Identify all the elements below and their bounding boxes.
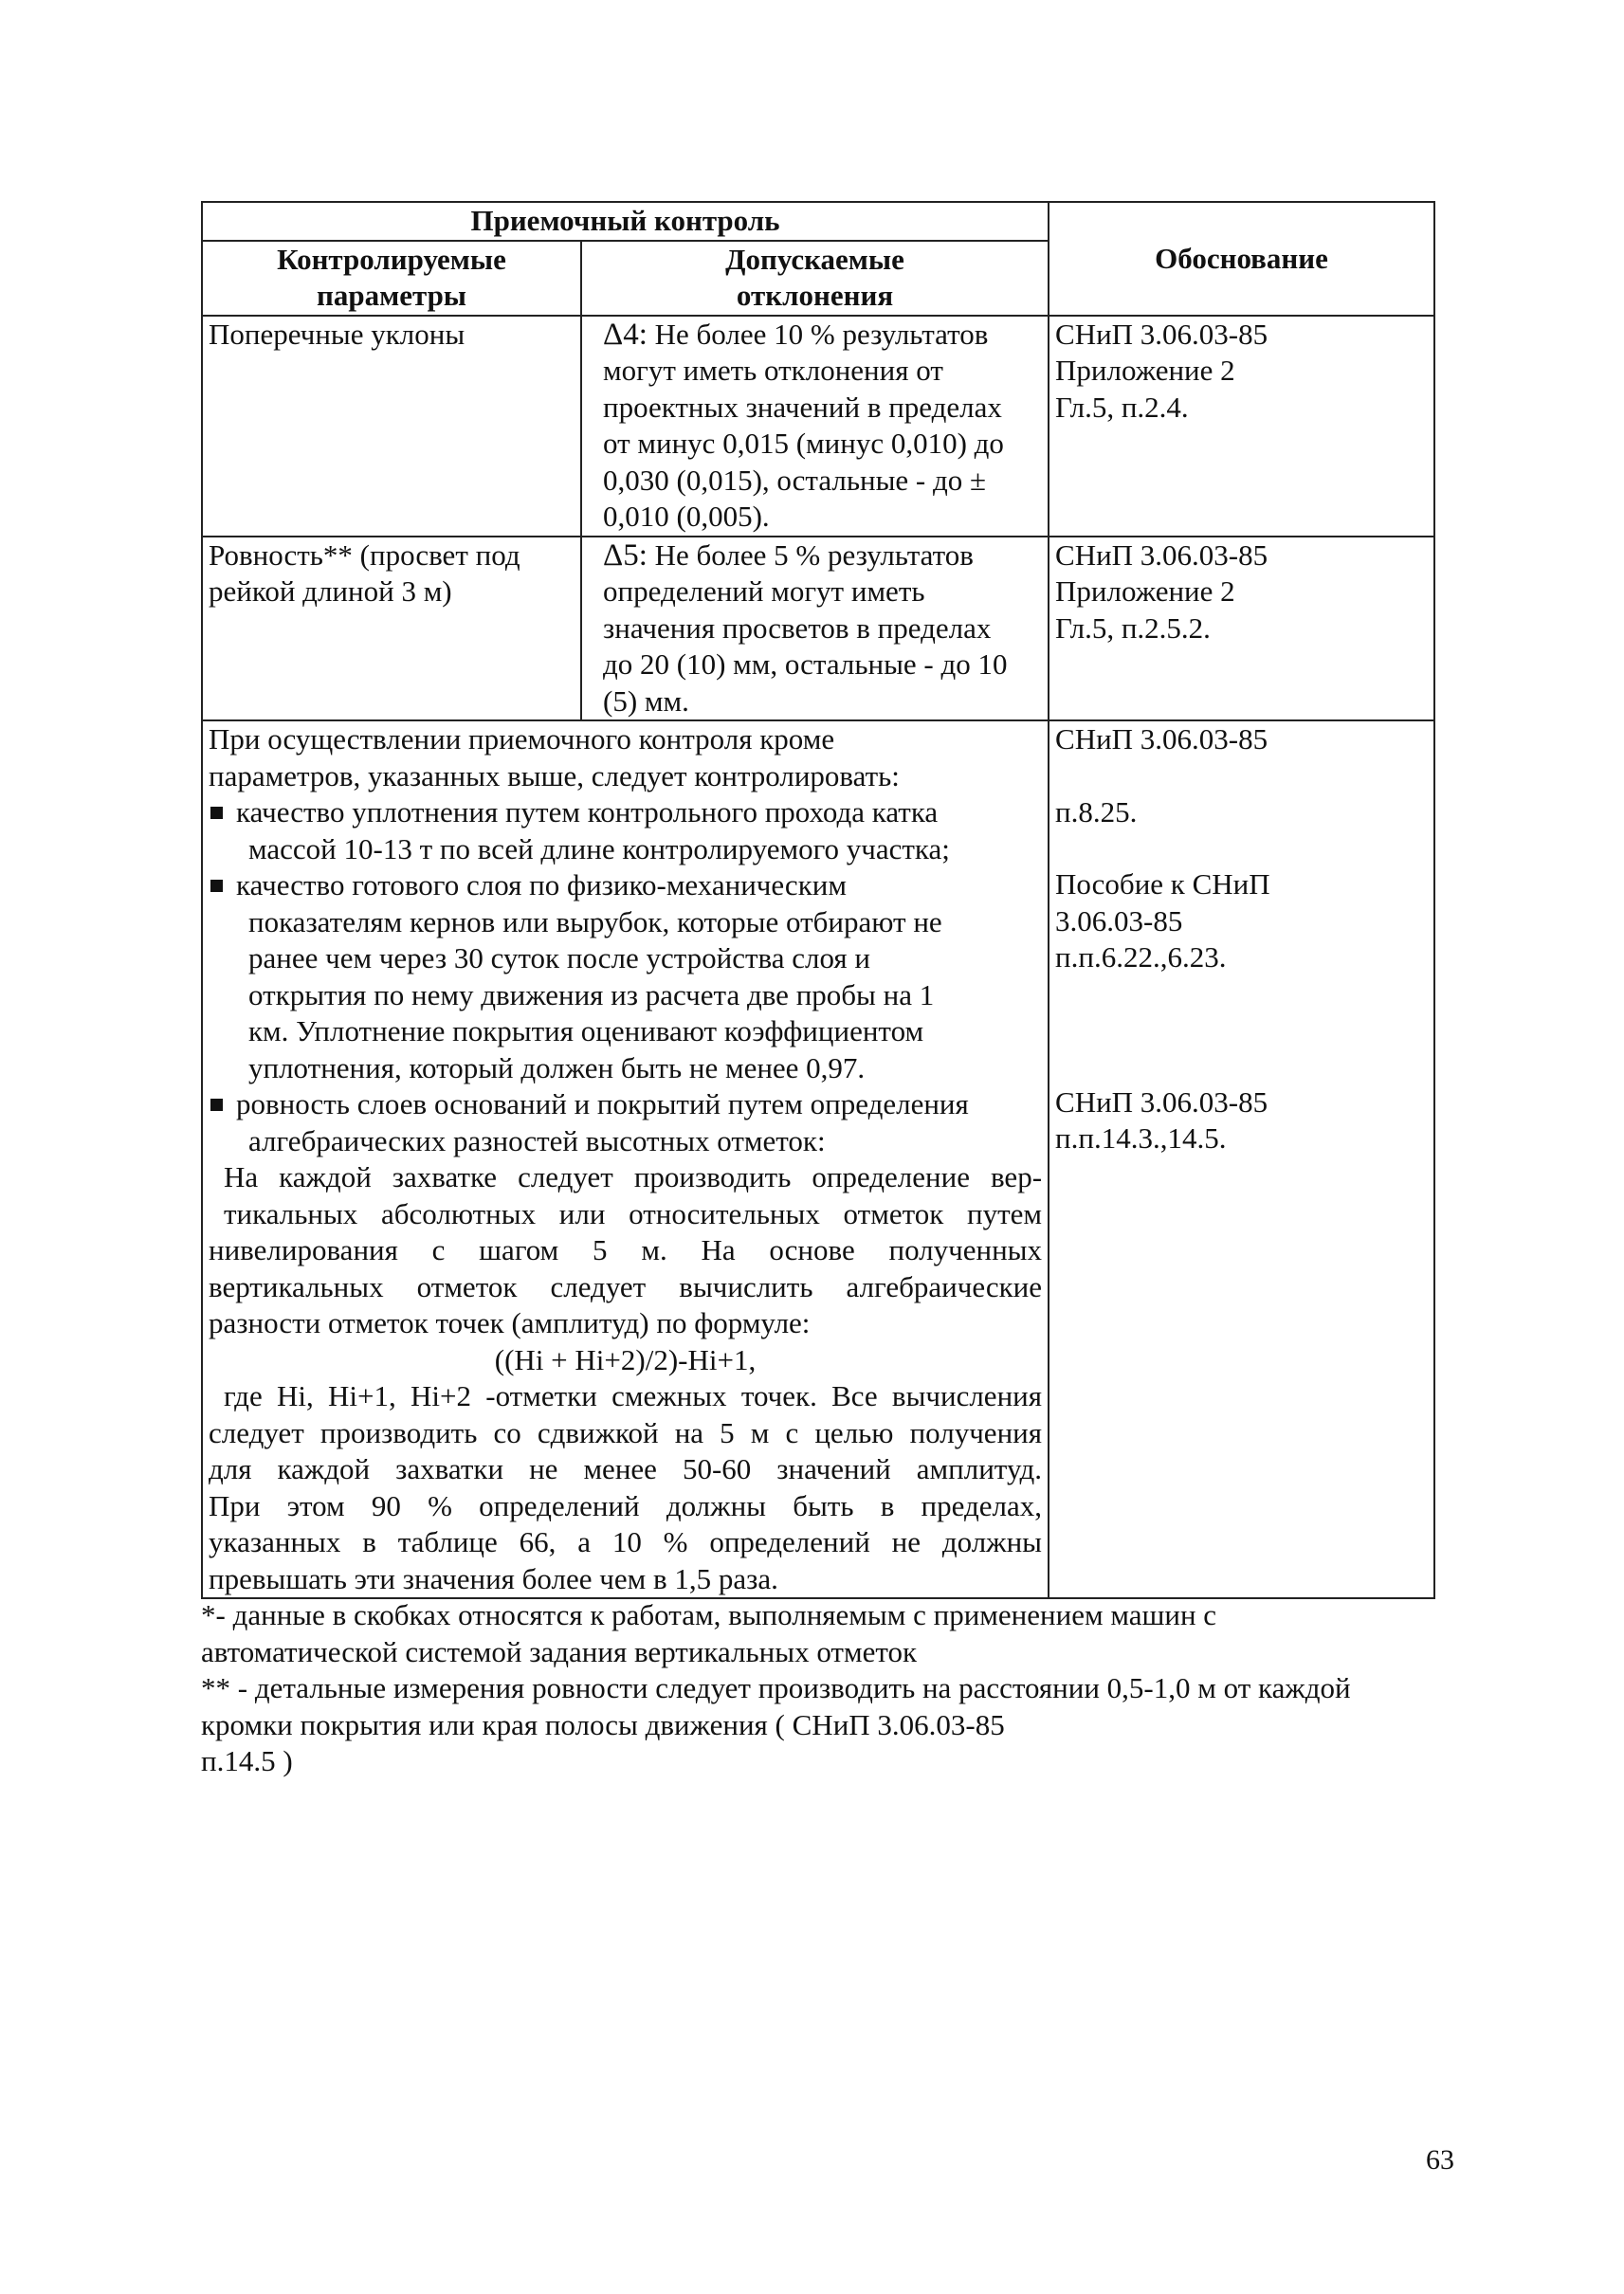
text-span: Не более 10 % результатов	[654, 317, 989, 351]
text-line: км. Уплотнение покрытия оценивают коэффициентом	[248, 1014, 924, 1047]
text-line: п.п.6.22.,6.23.	[1055, 940, 1227, 974]
footnote-line: *- данные в скобках относятся к работам, выполняемым с применением машин с	[201, 1598, 1217, 1631]
text-line: тикальных абсолютных или относительных отметок путем	[224, 1196, 1043, 1230]
text-line: алгебраических разностей высотных отметок:	[248, 1123, 826, 1157]
acceptance-control-table	[201, 201, 1435, 1599]
table-row	[202, 316, 1434, 537]
text-line: открытия по нему движения из расчета две пробы на 1	[248, 977, 935, 1011]
delta-label: Δ4:	[603, 317, 648, 352]
text-line: превышать эти значения более чем в 1,5 раза.	[209, 1561, 778, 1595]
text-line: до 20 (10) мм, остальные - до 10	[603, 647, 1008, 681]
spacer	[1055, 1048, 1428, 1084]
header-text-line: Контролируемые	[277, 242, 506, 276]
text-line: СНиП 3.06.03-85	[1055, 317, 1268, 351]
footnote-line: п.14.5 )	[201, 1744, 293, 1777]
text-line: (5) мм.	[603, 683, 689, 718]
text-line: массой 10-13 т по всей длине контролируемого участка;	[248, 831, 950, 865]
text-line: 0,030 (0,015), остальные - до ±	[603, 463, 987, 497]
spacer	[1055, 976, 1428, 1012]
text-line: ранее чем через 30 суток после устройства слоя и	[248, 941, 871, 974]
basis-cell	[1049, 720, 1434, 1598]
text-span: ровность слоев оснований и покрытий путем определения	[236, 1087, 969, 1120]
text-line: При осуществлении приемочного контроля кроме	[209, 722, 835, 756]
text-line: параметров, указанных выше, следует контролировать:	[209, 758, 900, 792]
bullet-line	[209, 794, 1042, 831]
bullet-square-icon	[210, 807, 223, 819]
text-line: п.п.14.3.,14.5.	[1055, 1121, 1227, 1155]
basis-cell	[1049, 537, 1434, 721]
text-line: Ровность** (просвет под	[209, 537, 520, 572]
deviation-cell	[581, 537, 1049, 721]
text-line: Гл.5, п.2.5.2.	[1055, 610, 1211, 645]
text-line: СНиП 3.06.03-85	[1055, 722, 1268, 756]
text-line: показателям кернов или вырубок, которые отбирают не	[248, 904, 942, 938]
header-basis: Обоснование	[1049, 202, 1434, 316]
spacer	[1055, 830, 1428, 866]
text-line	[588, 317, 1042, 354]
text-line: рейкой длиной 3 м)	[209, 574, 452, 608]
text-line: п.8.25.	[1055, 794, 1138, 828]
header-text-line: параметры	[316, 279, 467, 312]
table-row-merged	[202, 720, 1434, 1598]
text-span: качество готового слоя по физико-механическим	[236, 868, 847, 901]
footnote-line: автоматической системой задания вертикальных отметок	[201, 1634, 918, 1668]
text-line: СНиП 3.06.03-85	[1055, 1084, 1268, 1119]
text-span: качество уплотнения путем контрольного прохода катка	[236, 795, 939, 828]
text-line: На каждой захватке следует производить определение вер-	[224, 1160, 1043, 1193]
text-line: Поперечные уклоны	[209, 317, 465, 351]
delta-label: Δ5:	[603, 537, 648, 573]
text-line: могут иметь отклонения от	[603, 354, 943, 387]
text-line: 3.06.03-85	[1055, 903, 1183, 938]
text-line: Пособие к СНиП	[1055, 867, 1270, 901]
text-line: проектных значений в пределах	[603, 390, 1002, 424]
bullet-square-icon	[210, 1099, 223, 1111]
header-text-line: Допускаемые	[725, 242, 904, 276]
bullet-line	[209, 867, 1042, 904]
param-cell	[202, 316, 581, 537]
table-header-row-1	[202, 202, 1434, 241]
header-allowed-deviations	[581, 241, 1049, 316]
text-line: для каждой захватки не менее 50-60 значений амплитуд.	[209, 1452, 1043, 1485]
text-line: 0,010 (0,005).	[603, 500, 770, 533]
text-line: значения просветов в пределах	[603, 610, 992, 645]
text-line: Приложение 2	[1055, 354, 1235, 387]
text-line: от минус 0,015 (минус 0,010) до	[603, 427, 1004, 460]
header-controlled-params	[202, 241, 581, 316]
header-group-acceptance-control: Приемочный контроль	[202, 202, 1049, 241]
header-text-line: отклонения	[736, 279, 894, 312]
merged-requirements-cell	[202, 720, 1049, 1598]
text-span: Не более 5 % результатов	[654, 537, 974, 572]
text-line: СНиП 3.06.03-85	[1055, 537, 1268, 572]
text-line: вертикальных отметок следует вычислить алгебраические	[209, 1269, 1043, 1303]
footnotes	[201, 1597, 1490, 1780]
text-line: определений могут иметь	[603, 574, 925, 608]
text-line: разности отметок точек (амплитуд) по формуле:	[209, 1306, 811, 1339]
text-line	[588, 537, 1042, 574]
text-line: уплотнения, который должен быть не менее 0,97.	[248, 1050, 866, 1084]
text-line: указанных в таблице 66, а 10 % определений не должны	[209, 1525, 1043, 1558]
basis-cell	[1049, 316, 1434, 537]
bullet-square-icon	[210, 880, 223, 892]
text-line: нивелирования с шагом 5 м. На основе полученных	[209, 1233, 1043, 1266]
formula: ((Hi + Hi+2)/2)-Hi+1,	[494, 1342, 757, 1376]
text-line: следует производить со сдвижкой на 5 м с целью получения	[209, 1415, 1043, 1449]
text-line: где Hi, Hi+1, Hi+2 -отметки смежных точек. Все вычисления	[224, 1379, 1043, 1412]
bullet-line	[209, 1086, 1042, 1123]
param-cell	[202, 537, 581, 721]
page-number: 63	[1426, 2144, 1454, 2176]
text-line: При этом 90 % определений должны быть в пределах,	[209, 1488, 1043, 1522]
table-row	[202, 537, 1434, 721]
spacer	[1055, 1012, 1428, 1048]
text-line: Приложение 2	[1055, 574, 1235, 608]
deviation-cell	[581, 316, 1049, 537]
footnote-line: ** - детальные измерения ровности следует производить на расстоянии 0,5-1,0 м от каждой	[201, 1671, 1351, 1704]
spacer	[1055, 758, 1428, 794]
footnote-line: кромки покрытия или края полосы движения ( СНиП 3.06.03-85	[201, 1707, 1005, 1741]
text-line: Гл.5, п.2.4.	[1055, 390, 1189, 424]
